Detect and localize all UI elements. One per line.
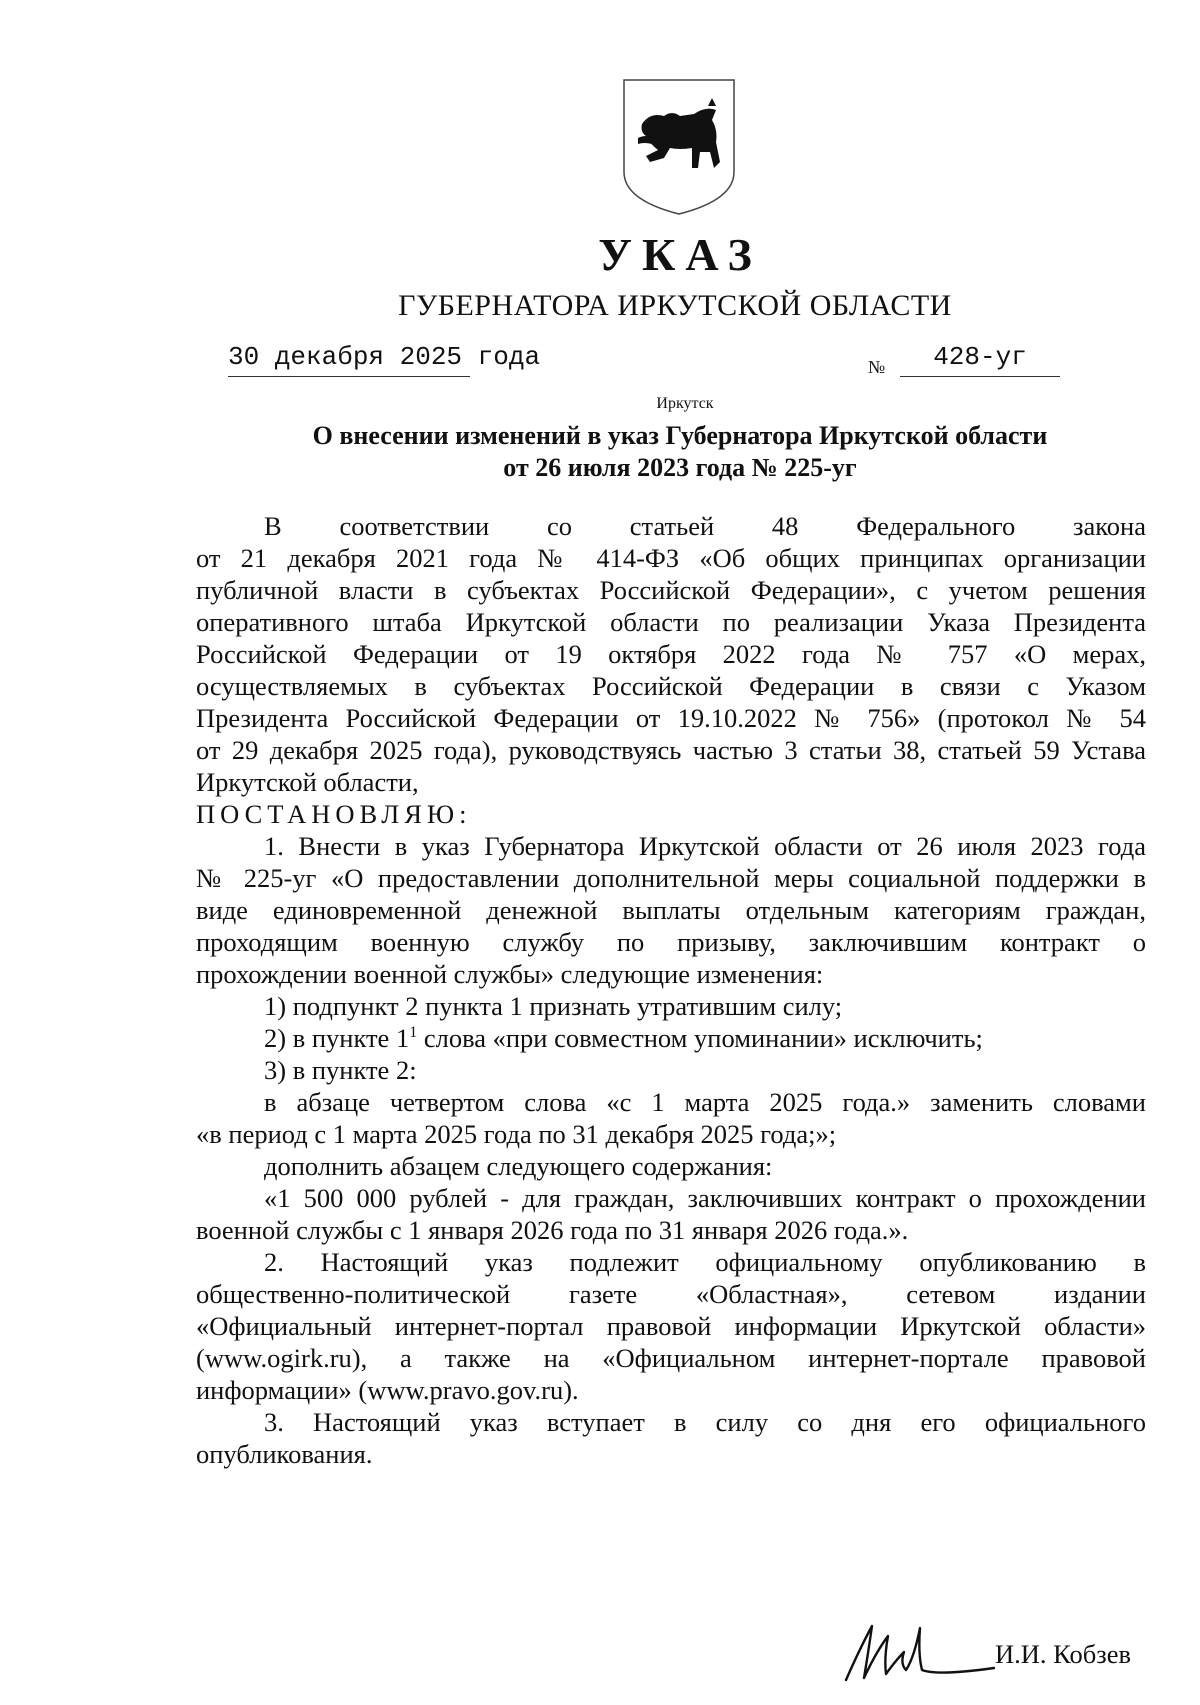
text-line: от 21 декабря 2021 года № 414-ФЗ «Об общих принципах организации <box>196 543 1146 573</box>
text-line: военной службы с 1 января 2026 года по 31 января 2026 года.». <box>196 1215 909 1245</box>
superscript: 1 <box>409 1024 418 1042</box>
text-line: опубликования. <box>196 1439 373 1469</box>
subitem-2-end: слова «при совместном упоминании» исключить; <box>417 1023 983 1053</box>
text-line: «1 500 000 рублей - для граждан, заключивших контракт о прохождении <box>264 1183 1146 1213</box>
text-line: дополнить абзацем следующего содержания: <box>264 1151 773 1181</box>
text-line: В соответствии со статьей 48 Федерального закона <box>264 511 1146 541</box>
text-line: оперативного штаба Иркутской области по реализации Указа Президента <box>196 607 1146 637</box>
document-number: 428-уг <box>900 342 1060 377</box>
number-sign: № <box>868 357 886 377</box>
document-subtitle: ГУБЕРНАТОРА ИРКУТСКОЙ ОБЛАСТИ <box>398 289 952 322</box>
text-line: Президента Российской Федерации от 19.10.2022 № 756» (протокол № 54 <box>196 703 1146 733</box>
text-line: общественно-политической газете «Областная», сетевом издании <box>196 1279 1146 1309</box>
heading-line: от 26 июля 2023 года № 225-уг <box>503 453 857 482</box>
text-line: «в период с 1 марта 2025 года по 31 декабря 2025 года;»; <box>196 1119 837 1149</box>
document-city: Иркутск <box>656 395 714 412</box>
text-line: № 225-уг «О предоставлении дополнительной меры социальной поддержки в <box>196 863 1146 893</box>
subitem-3: 3) в пункте 2: <box>264 1055 417 1085</box>
handwritten-signature-icon <box>838 1618 998 1688</box>
text-line: Российской Федерации от 19 октября 2022 года № 757 «О мерах, <box>196 639 1146 669</box>
text-line: в абзаце четвертом слова «с 1 марта 2025 года.» заменить словами <box>264 1087 1146 1117</box>
signatory-name: И.И. Кобзев <box>995 1639 1131 1669</box>
text-line: (www.ogirk.ru), а также на «Официальном интернет-портале правовой <box>196 1343 1146 1373</box>
decree-word: ПОСТАНОВЛЯЮ: <box>196 799 472 829</box>
text-line: «Официальный интернет-портал правовой информации Иркутской области» <box>196 1311 1146 1341</box>
document-title: УКАЗ <box>598 229 762 280</box>
text-line: прохождении военной службы» следующие изменения: <box>196 959 824 989</box>
text-line: Иркутской области, <box>196 767 419 797</box>
text-line: 2. Настоящий указ подлежит официальному опубликованию в <box>264 1247 1146 1277</box>
document-body <box>196 510 1146 1470</box>
coat-of-arms-icon <box>620 76 738 218</box>
subitem-2-start: 2) в пункте 1 <box>264 1023 410 1053</box>
document-date: 30 декабря 2025 года <box>228 342 470 377</box>
text-line: от 29 декабря 2025 года), руководствуясь частью 3 статьи 38, статьей 59 Устава <box>196 735 1146 765</box>
text-line: виде единовременной денежной выплаты отдельным категориям граждан, <box>196 895 1146 925</box>
text-line: публичной власти в субъектах Российской Федерации», с учетом решения <box>196 575 1146 605</box>
text-line: информации» (www.pravo.gov.ru). <box>196 1375 579 1405</box>
document-heading <box>190 420 1170 484</box>
text-line: 3. Настоящий указ вступает в силу со дня его официального <box>264 1407 1146 1437</box>
heading-line: О внесении изменений в указ Губернатора Иркутской области <box>312 421 1048 450</box>
text-line: 1. Внести в указ Губернатора Иркутской области от 26 июля 2023 года <box>264 831 1146 861</box>
text-line: проходящим военную службу по призыву, заключившим контракт о <box>196 927 1146 957</box>
text-line: осуществляемых в субъектах Российской Федерации в связи с Указом <box>196 671 1146 701</box>
subitem-1: 1) подпункт 2 пункта 1 признать утратившим силу; <box>264 991 843 1021</box>
subitem-2 <box>196 1022 1146 1054</box>
